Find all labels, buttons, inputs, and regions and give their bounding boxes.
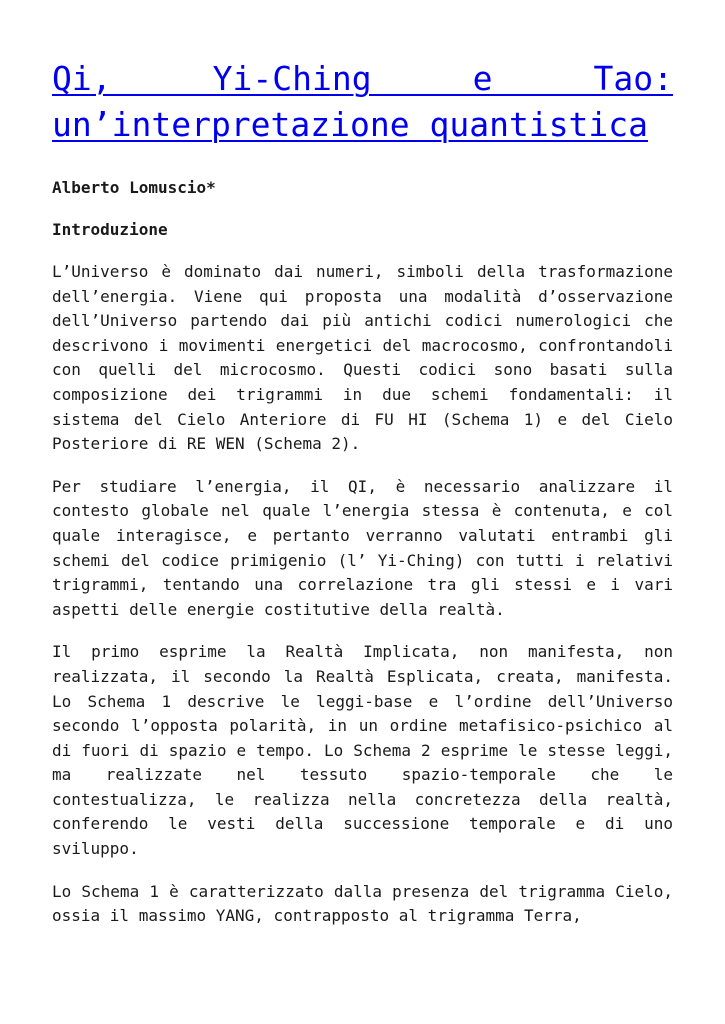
section-heading: Introduzione bbox=[52, 220, 168, 239]
article bbox=[52, 56, 673, 929]
paragraph-1: L’Universo è dominato dai numeri, simboli della trasformazione dell’energia. Viene qui proposta una modalità d’osservazione dell’Universo partendo dai più antichi codici numerologici che descrivono i movimenti energetici del macrocosmo, confrontandoli con quelli del microcosmo. Questi codici sono basati sulla composizione dei trigrammi in due schemi fondamentali: il sistema del Cielo Anteriore di FU HI (Schema 1) e del Cielo Posteriore di RE WEN (Schema 2). bbox=[52, 262, 673, 454]
article-author: Alberto Lomuscio* bbox=[52, 178, 216, 197]
article-title bbox=[52, 56, 673, 148]
paragraph-2: Per studiare l’energia, il QI, è necessario analizzare il contesto globale nel quale l’energia stessa è contenuta, e col quale interagisce, e pertanto verranno valutati entrambi gli schemi del codice primigenio (l’ Yi-Ching) con tutti i relativi trigrammi, tentando una correlazione tra gli stessi e i vari aspetti delle energie costitutive della realtà. bbox=[52, 476, 673, 619]
paragraph-3: Il primo esprime la Realtà Implicata, non manifesta, non realizzata, il secondo la Realtà Esplicata, creata, manifesta. Lo Schema 1 descrive le leggi-base e l’ordine dell’Universo secondo l’opposta polarità, in un ordine metafisico-psichico al di fuori di spazio e tempo. Lo Schema 2 esprime le stesse leggi, ma realizzate nel tessuto spazio-temporale che le contestualizza, le realizza nella concretezza della realtà, conferendo le vesti della successione temporale e di uno sviluppo. bbox=[52, 642, 673, 859]
paragraph-4: Lo Schema 1 è caratterizzato dalla presenza del trigramma Cielo, ossia il massimo YANG, contrapposto al trigramma Terra, bbox=[52, 881, 673, 926]
article-title-link[interactable]: Qi, Yi-Ching e Tao: un’interpretazione quantistica bbox=[52, 59, 673, 144]
